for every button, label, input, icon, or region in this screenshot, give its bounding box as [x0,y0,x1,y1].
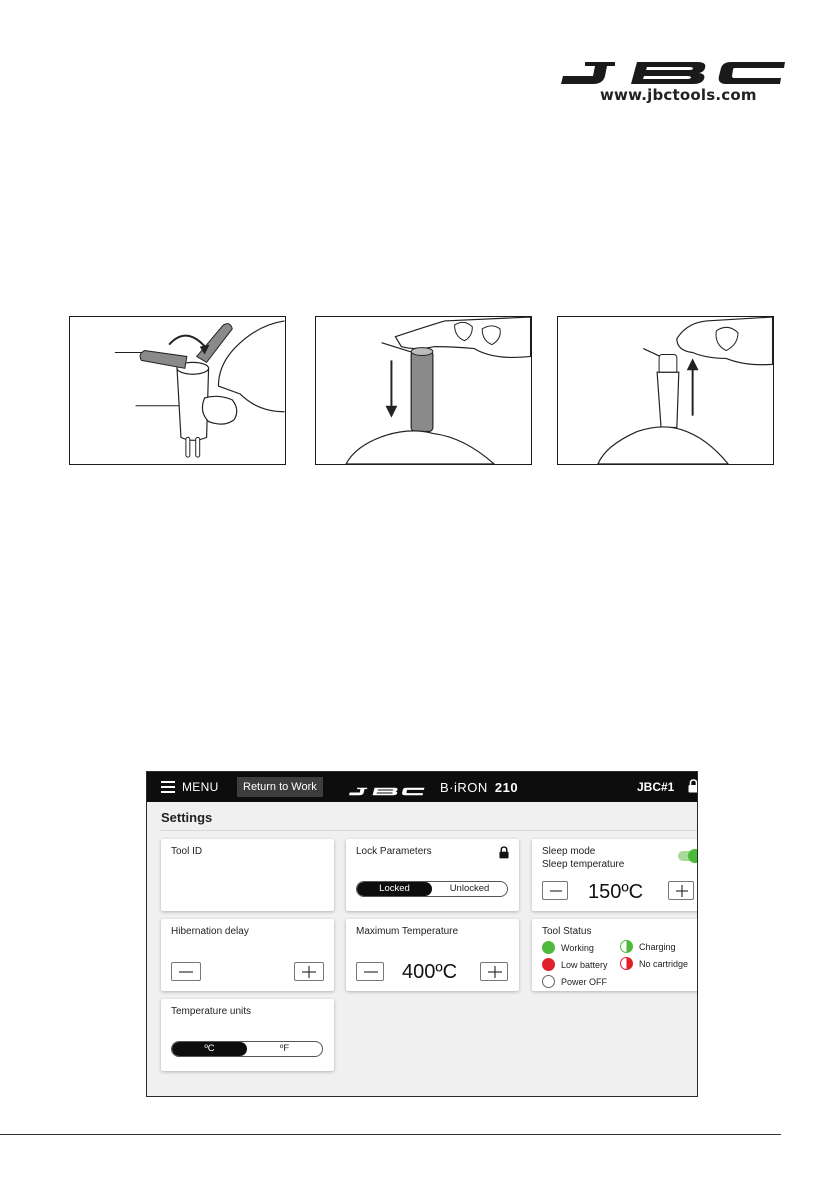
card-title: Sleep mode [542,846,596,857]
card-title: Tool Status [542,926,592,937]
card-title: Tool ID [171,846,203,857]
tool-status-card [532,919,698,991]
sleep-toggle[interactable] [678,851,698,861]
tool-id-card[interactable] [161,839,334,911]
empty-dot-icon [542,975,555,988]
units-toggle[interactable] [171,1041,323,1057]
divider [161,830,697,831]
hibernation-delay-card [161,919,334,991]
menu-icon[interactable] [161,781,175,793]
max-temperature-value: 400ºC [402,961,458,983]
page-title: Settings [161,810,213,825]
status-label: Low battery [561,959,608,970]
lock-toggle[interactable] [356,881,508,897]
figure-3 [557,316,774,465]
locked-option[interactable]: Locked [357,882,432,896]
station-id: JBC#1 [637,780,675,794]
jbc-logo-icon [555,60,787,86]
status-label: Working [561,942,594,953]
settings-screen [146,771,698,1097]
sleep-temperature-value: 150ºC [588,881,644,903]
lock-icon[interactable] [688,779,698,798]
half-red-dot-icon [620,957,633,970]
increase-button[interactable] [480,962,508,981]
cover-rotate-illustration [70,317,285,464]
pull-up-illustration [558,317,773,464]
temperature-units-card [161,999,334,1071]
status-charging [620,940,676,953]
figure-1 [69,316,286,465]
status-label: Charging [639,941,676,952]
brand-url[interactable]: www.jbctools.com [600,86,757,104]
unlocked-option[interactable]: Unlocked [449,883,490,894]
status-no-cartridge [620,957,688,970]
model-name [440,780,518,795]
lock-parameters-card [346,839,519,911]
top-bar [147,772,697,802]
decrease-button[interactable] [542,881,568,900]
menu-label[interactable]: MENU [182,780,219,794]
status-label: No cartridge [639,958,689,969]
topbar-jbc-logo [347,783,425,801]
green-dot-icon [542,941,555,954]
celsius-option[interactable]: ºC [172,1042,247,1056]
half-green-dot-icon [620,940,633,953]
lock-icon [499,846,509,864]
model-number: 210 [494,780,519,795]
status-low-battery [542,958,608,971]
card-subtitle: Sleep temperature [542,859,625,870]
fahrenheit-option[interactable]: ºF [279,1043,290,1054]
figure-2 [315,316,532,465]
maximum-temperature-card [346,919,519,991]
card-title: Temperature units [171,1006,252,1017]
brand-logo [555,60,787,86]
insert-down-illustration [316,317,531,464]
card-title: Hibernation delay [171,926,249,937]
status-working [542,941,594,954]
red-dot-icon [542,958,555,971]
card-title: Lock Parameters [356,846,432,857]
model-prefix: B·iRON [440,780,488,795]
decrease-button[interactable] [171,962,201,981]
card-title: Maximum Temperature [356,926,459,937]
status-label: Power OFF [561,976,608,987]
footer-rule [0,1134,781,1135]
sleep-mode-card [532,839,698,911]
increase-button[interactable] [668,881,694,900]
status-power-off [542,975,607,988]
decrease-button[interactable] [356,962,384,981]
return-to-work-button[interactable]: Return to Work [237,777,323,797]
increase-button[interactable] [294,962,324,981]
